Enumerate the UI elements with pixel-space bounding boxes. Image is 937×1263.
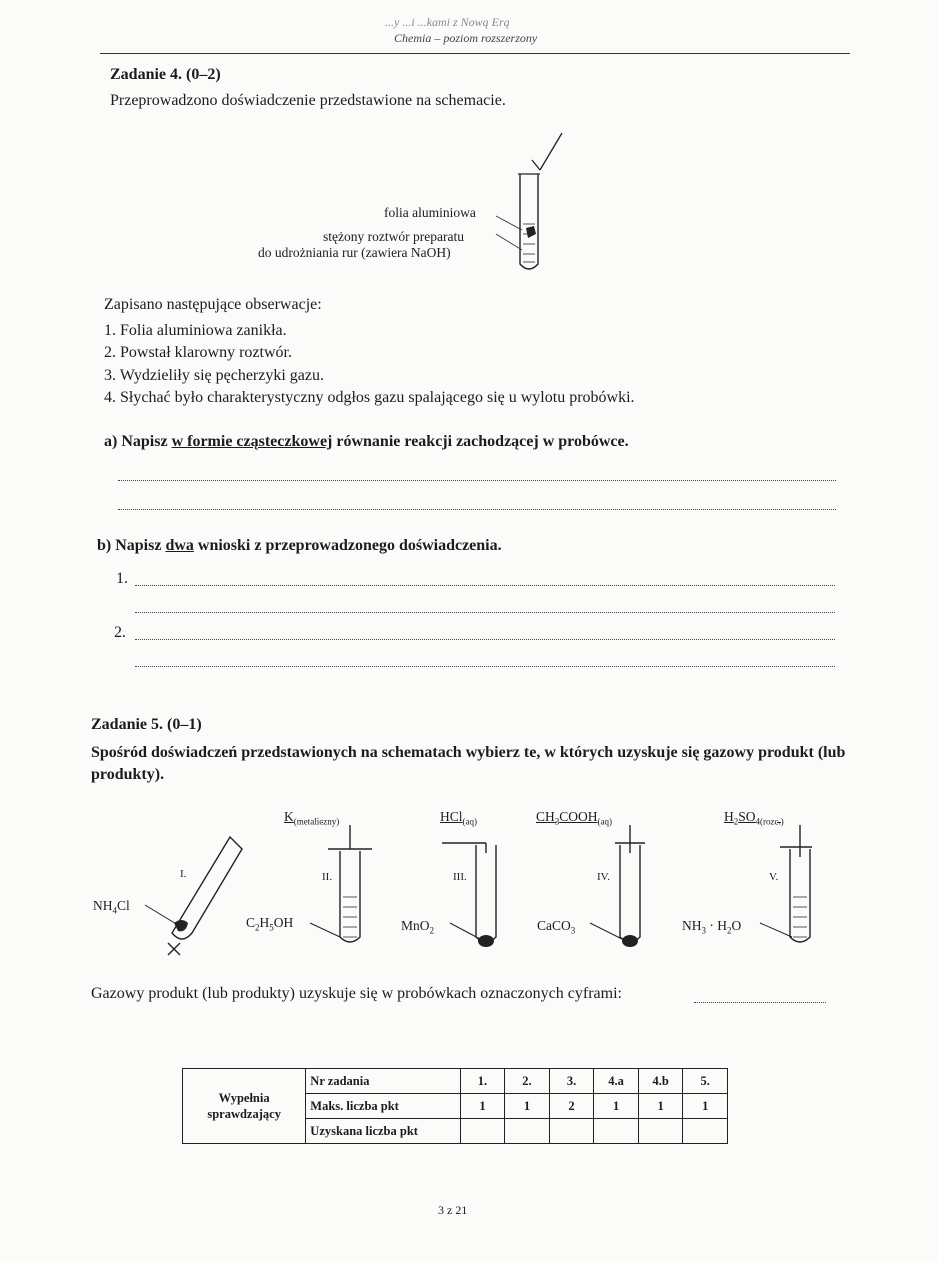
row-task-number-label: Nr zadania <box>306 1069 460 1094</box>
tube-4-numeral: IV. <box>597 871 610 883</box>
row-max-points-label: Maks. liczba pkt <box>306 1094 460 1119</box>
observations-intro: Zapisano następujące obserwacje: <box>104 296 322 313</box>
task5-title: Zadanie 5. (0–1) <box>91 716 202 733</box>
header-subject: Chemia – poziom rozszerzony <box>394 31 538 45</box>
substance-1: $NH_4Cl$ <box>93 898 130 916</box>
label-solution-1: stężony roztwór preparatu <box>323 229 464 244</box>
answer-line-b2b[interactable] <box>135 666 835 667</box>
task-number: 4.a <box>594 1069 639 1094</box>
max-points: 1 <box>638 1094 683 1119</box>
task-number: 1. <box>460 1069 505 1094</box>
answer-line-b1b[interactable] <box>135 612 835 613</box>
conclusion-2-number: 2. <box>114 624 126 641</box>
scored-points-cell[interactable] <box>549 1119 594 1144</box>
tube-5-numeral: V. <box>769 871 779 883</box>
substance-2: $C_2H_5OH$ <box>246 915 294 933</box>
reagent-2: $K_{(metaliczny)}$ <box>284 809 340 827</box>
task-number: 3. <box>549 1069 594 1094</box>
observation-3: 3. Wydzieliły się pęcherzyki gazu. <box>104 367 324 384</box>
max-points: 2 <box>549 1094 594 1119</box>
conclusion-1-number: 1. <box>116 570 128 587</box>
task4-intro: Przeprowadzono doświadczenie przedstawione na schemacie. <box>110 92 506 109</box>
page-number: 3 z 21 <box>438 1203 468 1217</box>
max-points: 1 <box>594 1094 639 1119</box>
label-foil: folia aluminiowa <box>384 205 476 220</box>
substance-4: CaCO$_3$ <box>537 918 576 936</box>
task-number: 2. <box>505 1069 550 1094</box>
answer-line-a1[interactable] <box>118 480 836 481</box>
grader-label: Wypełnia sprawdzający <box>183 1069 306 1144</box>
answer-line-a2[interactable] <box>118 509 836 510</box>
scored-points-cell[interactable] <box>460 1119 505 1144</box>
scored-points-cell[interactable] <box>638 1119 683 1144</box>
task-number: 4.b <box>638 1069 683 1094</box>
scored-points-cell[interactable] <box>683 1119 728 1144</box>
tube-1-numeral: I. <box>180 868 187 880</box>
grading-table <box>182 1068 728 1144</box>
task4-title: Zadanie 4. (0–2) <box>110 66 221 83</box>
substance-5: $NH_3 \cdot H_2O$ <box>682 918 742 936</box>
part-b-instruction: b) Napisz dwa wnioski z przeprowadzonego doświadczenia. <box>97 537 502 554</box>
reagent-4: $CH_3COOH_{(aq)}$ <box>536 809 613 827</box>
scored-points-cell[interactable] <box>594 1119 639 1144</box>
answer-line-b2a[interactable] <box>135 639 835 640</box>
header-series: ...y ...i ...kami z Nową Erą <box>385 15 510 29</box>
part-a-instruction: a) Napisz w formie cząsteczkowej równanie reakcji zachodzącej w probówce. <box>104 433 629 450</box>
max-points: 1 <box>460 1094 505 1119</box>
task5-instruction: Spośród doświadczeń przedstawionych na schematach wybierz te, w których uzyskuje się gazowy produkt (lub produkty). <box>91 744 846 783</box>
tube-2-numeral: II. <box>322 871 333 883</box>
substance-3: MnO$_2$ <box>401 918 435 936</box>
header-divider <box>100 53 850 54</box>
answer-line-task5[interactable] <box>694 1002 826 1003</box>
task5-test-tubes-diagram <box>140 825 830 965</box>
answer-prompt: Gazowy produkt (lub produkty) uzyskuje się w probówkach oznaczonych cyframi: <box>91 985 622 1002</box>
answer-line-b1a[interactable] <box>135 585 835 586</box>
reagent-3: HCl$_{(aq)}$ <box>440 809 478 827</box>
observation-4: 4. Słychać było charakterystyczny odgłos gazu spalającego się u wylotu probówki. <box>104 389 635 406</box>
max-points: 1 <box>683 1094 728 1119</box>
scored-points-cell[interactable] <box>505 1119 550 1144</box>
label-solution-2: do udrożniania rur (zawiera NaOH) <box>258 245 451 260</box>
task4-test-tube-diagram <box>480 130 570 280</box>
max-points: 1 <box>505 1094 550 1119</box>
row-scored-points-label: Uzyskana liczba pkt <box>306 1119 460 1144</box>
observation-2: 2. Powstał klarowny roztwór. <box>104 344 292 361</box>
tube-3-numeral: III. <box>453 871 467 883</box>
observation-1: 1. Folia aluminiowa zanikła. <box>104 322 287 339</box>
reagent-5: $H_2SO_{4(rozc.)}$ <box>724 809 784 827</box>
task-number: 5. <box>683 1069 728 1094</box>
